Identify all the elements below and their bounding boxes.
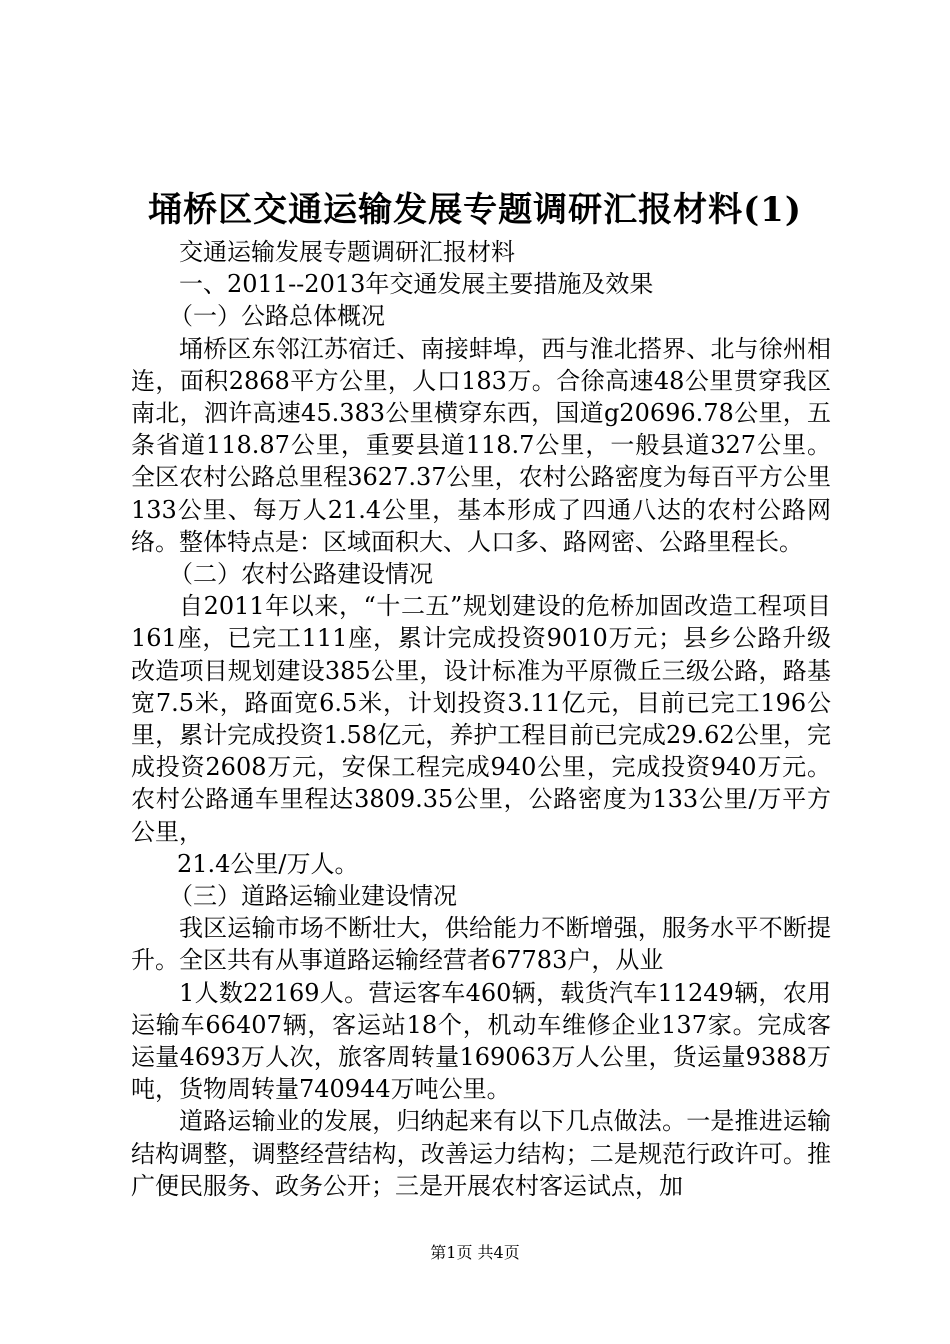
subsection-heading: （一）公路总体概况: [169, 302, 385, 331]
paragraph: 1人数22169人。营运客车460辆，载货汽车11249辆，农用运输车66407辆，客运站18个，机动车维修企业137家。完成客运量4693万人次，旅客周转量169063万人公里，货运量9388万吨，货物周转量740944万吨公里。: [131, 978, 831, 1104]
paragraph: 我区运输市场不断壮大，供给能力不断增强，服务水平不断提升。全区共有从事道路运输经营者67783户，从业: [131, 914, 831, 975]
subsection-heading: （三）道路运输业建设情况: [169, 882, 457, 911]
paragraph: 自2011年以来，“十二五”规划建设的危桥加固改造工程项目161座，已完工111座，累计完成投资9010万元；县乡公路升级改造项目规划建设385公里，设计标准为平原微丘三级公路，路基宽7.5米，路面宽6.5米，计划投资3.11亿元，目前已完工196公里，累计完成投资1.58亿元，养护工程目前已完成29.62公里，完成投资2608万元，安保工程完成940公里，完成投资940万元。农村公路通车里程达3809.35公里，公路密度为133公里/万平方公里，: [131, 592, 831, 846]
page-footer: 第1页 共4页: [430, 1243, 520, 1262]
subtitle-line: 交通运输发展专题调研汇报材料: [179, 238, 515, 266]
paragraph: 埇桥区东邻江苏宿迁、南接蚌埠，西与淮北搭界、北与徐州相连，面积2868平方公里，人口183万。合徐高速48公里贯穿我区南北，泗许高速45.383公里横穿东西，国道g20696.78公里，五条省道118.87公里，重要县道118.7公里，一般县道327公里。全区农村公路总里程3627.37公里，农村公路密度为每百平方公里133公里、每万人21.4公里，基本形成了四通八达的农村公路网络。整体特点是：区域面积大、人口多、路网密、公路里程长。: [131, 334, 831, 556]
paragraph: 道路运输业的发展，归纳起来有以下几点做法。一是推进运输结构调整，调整经营结构，改善运力结构；二是规范行政许可。推广便民服务、政务公开；三是开展农村客运试点，加: [131, 1107, 831, 1200]
document-body: [131, 236, 831, 1202]
section-heading: 一、2011--2013年交通发展主要措施及效果: [179, 270, 654, 299]
paragraph: 21.4公里/万人。: [177, 849, 359, 878]
subsection-heading: （二）农村公路建设情况: [169, 560, 433, 589]
document-title: 埇桥区交通运输发展专题调研汇报材料(1): [148, 190, 802, 230]
